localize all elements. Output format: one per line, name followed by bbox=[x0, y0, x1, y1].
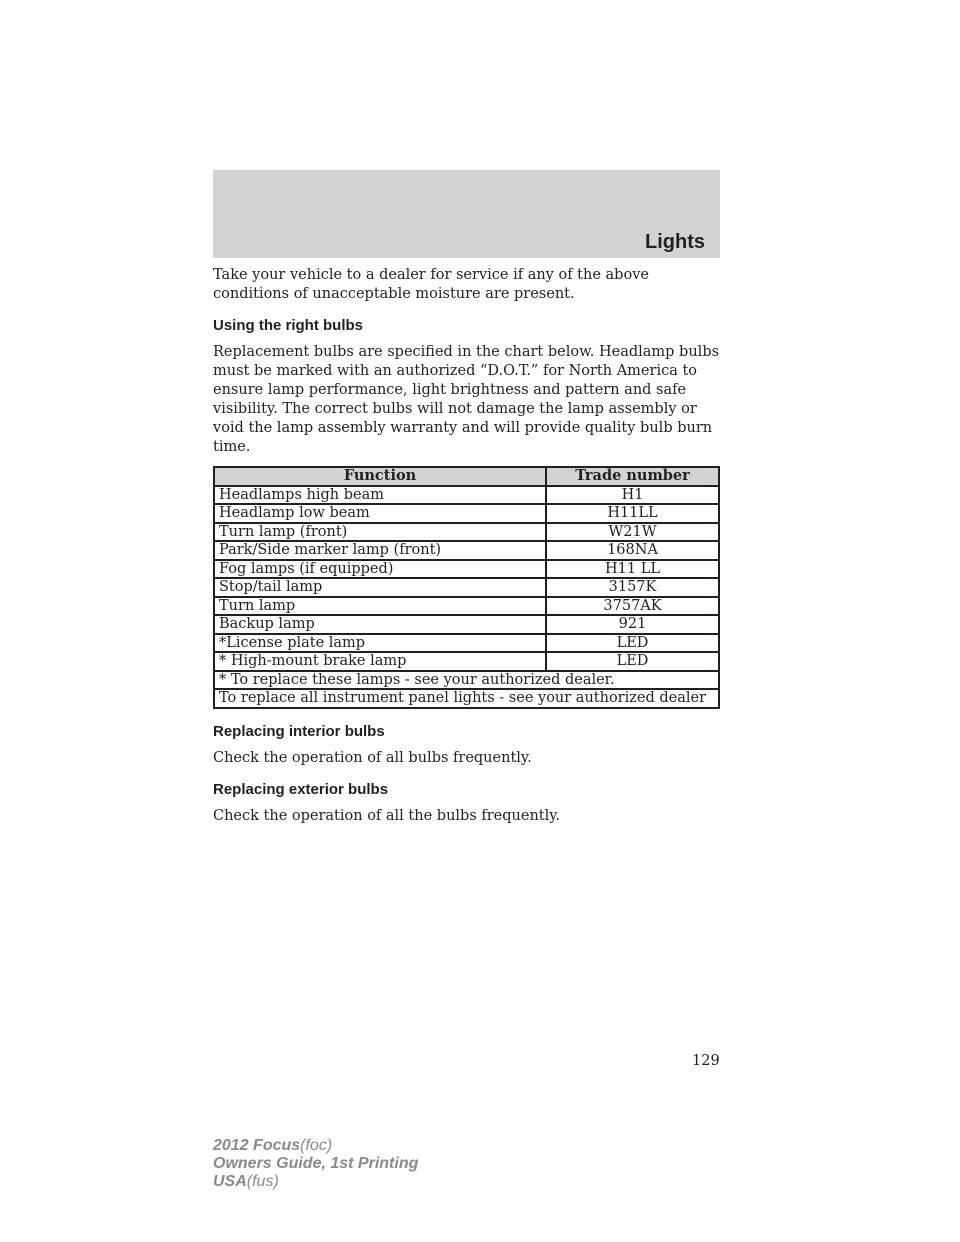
trade-number-cell: H11 LL bbox=[546, 560, 719, 579]
moisture-paragraph: Take your vehicle to a dealer for service if any of the above conditions of unacceptable moisture are present. bbox=[213, 267, 649, 302]
heading-using-right-bulbs: Using the right bulbs bbox=[213, 317, 363, 334]
table-note-row bbox=[214, 689, 719, 708]
page-number: 129 bbox=[692, 1053, 720, 1069]
function-cell: Headlamp low beam bbox=[214, 504, 546, 523]
bulb-chart-table bbox=[213, 466, 720, 709]
heading-replacing-interior-bulbs: Replacing interior bulbs bbox=[213, 722, 385, 740]
function-cell: Turn lamp bbox=[214, 597, 546, 616]
trade-number-cell: LED bbox=[546, 634, 719, 653]
function-cell: Backup lamp bbox=[214, 615, 546, 634]
function-cell: Headlamps high beam bbox=[214, 486, 546, 505]
trade-number-cell: 168NA bbox=[546, 541, 719, 560]
footer-market-code: (fus) bbox=[246, 1173, 279, 1190]
table-header-row bbox=[214, 467, 719, 486]
bulbs-intro-paragraph: Replacement bulbs are specified in the chart below. Headlamp bulbs must be marked with an authorized “D.O.T.” for North America to ensure lamp performance, light brightness and pattern and safe visibility. The correct bulbs will not damage the lamp assembly or void the lamp assembly warranty and will provide quality bulb burn time. bbox=[213, 344, 720, 455]
trade-number-cell: W21W bbox=[546, 523, 719, 542]
trade-number-cell: 921 bbox=[546, 615, 719, 634]
page-content bbox=[213, 266, 720, 826]
table-row bbox=[214, 560, 719, 579]
footer-model: 2012 Focus bbox=[213, 1137, 301, 1154]
table-row bbox=[214, 504, 719, 523]
interior-paragraph: Check the operation of all bulbs frequently. bbox=[213, 749, 532, 766]
footer-market: USA bbox=[213, 1173, 247, 1190]
footer-line-model bbox=[213, 1137, 418, 1155]
table-row bbox=[214, 578, 719, 597]
function-cell: * High-mount brake lamp bbox=[214, 652, 546, 671]
footer-line-market bbox=[213, 1173, 418, 1191]
trade-number-cell: 3757AK bbox=[546, 597, 719, 616]
section-title: Lights bbox=[645, 231, 705, 253]
table-row bbox=[214, 634, 719, 653]
column-header-trade-number: Trade number bbox=[546, 467, 719, 486]
section-header-band bbox=[213, 170, 720, 258]
table-note-row bbox=[214, 671, 719, 690]
table-row bbox=[214, 541, 719, 560]
exterior-paragraph: Check the operation of all the bulbs frequently. bbox=[213, 807, 561, 824]
column-header-function: Function bbox=[214, 467, 546, 486]
footer-line-guide bbox=[213, 1155, 418, 1173]
document-footer bbox=[213, 1137, 418, 1191]
function-cell: Turn lamp (front) bbox=[214, 523, 546, 542]
trade-number-cell: H1 bbox=[546, 486, 719, 505]
table-row bbox=[214, 523, 719, 542]
function-cell: Fog lamps (if equipped) bbox=[214, 560, 546, 579]
footer-guide: Owners Guide, 1st Printing bbox=[213, 1155, 419, 1172]
table-row bbox=[214, 615, 719, 634]
function-cell: Park/Side marker lamp (front) bbox=[214, 541, 546, 560]
table-note-instrument-panel: To replace all instrument panel lights - see your authorized dealer bbox=[214, 689, 719, 708]
trade-number-cell: H11LL bbox=[546, 504, 719, 523]
footer-model-code: (foc) bbox=[300, 1137, 333, 1154]
trade-number-cell: 3157K bbox=[546, 578, 719, 597]
table-row bbox=[214, 486, 719, 505]
table-note-dealer: * To replace these lamps - see your authorized dealer. bbox=[214, 671, 719, 690]
heading-replacing-exterior-bulbs: Replacing exterior bulbs bbox=[213, 780, 389, 798]
function-cell: *License plate lamp bbox=[214, 634, 546, 653]
table-row bbox=[214, 652, 719, 671]
table-row bbox=[214, 597, 719, 616]
trade-number-cell: LED bbox=[546, 652, 719, 671]
function-cell: Stop/tail lamp bbox=[214, 578, 546, 597]
